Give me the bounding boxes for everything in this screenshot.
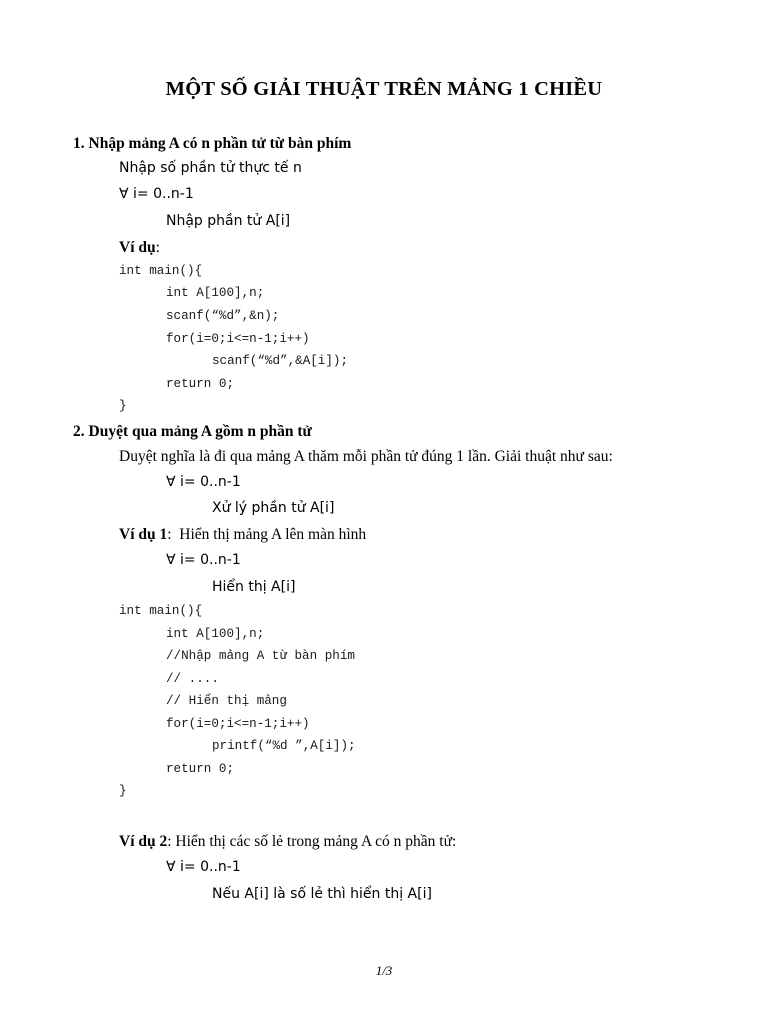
code-line: int main(){ (119, 604, 203, 618)
example1-text: : Hiển thị mảng A lên màn hình (167, 526, 367, 543)
example1-label: Ví dụ 1 (119, 526, 168, 543)
section1-example-colon: : (155, 239, 160, 256)
section2-loop-body: Xử lý phần tử A[i] (212, 500, 335, 516)
example2-line (119, 834, 456, 850)
section2-heading: 2. Duyệt qua mảng A gồm n phần tử (73, 423, 312, 440)
code-line: scanf(“%d”,&n); (166, 309, 280, 323)
code-line: return 0; (166, 762, 235, 776)
section1-example-line (119, 240, 160, 256)
code-line: } (119, 399, 127, 413)
code-line: for(i=0;i<=n-1;i++) (166, 332, 310, 346)
code-line: printf(“%d ”,A[i]); (212, 739, 356, 753)
code-line: int A[100],n; (166, 627, 265, 641)
section1-loop: ∀ i= 0..n-1 (119, 186, 194, 202)
code-comment: // .... (166, 672, 219, 686)
example2-loop-body: Nếu A[i] là số lẻ thì hiển thị A[i] (212, 886, 432, 902)
code-line: for(i=0;i<=n-1;i++) (166, 717, 310, 731)
example2-label: Ví dụ 2 (119, 833, 168, 850)
section1-loop-body: Nhập phần tử A[i] (166, 213, 291, 229)
section2-loop: ∀ i= 0..n-1 (166, 474, 241, 490)
section2-description: Duyệt nghĩa là đi qua mảng A thăm mỗi phần tử đúng 1 lần. Giải thuật như sau: (119, 448, 613, 465)
example1-line (119, 527, 366, 543)
code-line: return 0; (166, 377, 235, 391)
code-comment: //Nhập mảng A từ bàn phím (166, 649, 355, 663)
page-number: 1/3 (375, 963, 393, 978)
example2-loop: ∀ i= 0..n-1 (166, 859, 241, 875)
code-line: int main(){ (119, 264, 203, 278)
example1-loop-body: Hiển thị A[i] (212, 579, 296, 595)
section1-heading: 1. Nhập mảng A có n phần tử từ bàn phím (73, 135, 352, 152)
code-comment: // Hiển thị mảng (166, 694, 287, 708)
section1-example-label: Ví dụ (119, 239, 156, 256)
page-title: MỘT SỐ GIẢI THUẬT TRÊN MẢNG 1 CHIỀU (165, 78, 603, 100)
code-line: int A[100],n; (166, 286, 265, 300)
code-line: } (119, 784, 127, 798)
example2-text: : Hiển thị các số lẻ trong mảng A có n phần tử: (167, 833, 457, 850)
code-line: scanf(“%d”,&A[i]); (212, 354, 349, 368)
example1-loop: ∀ i= 0..n-1 (166, 552, 241, 568)
section1-step-count: Nhập số phần tử thực tế n (119, 160, 302, 176)
